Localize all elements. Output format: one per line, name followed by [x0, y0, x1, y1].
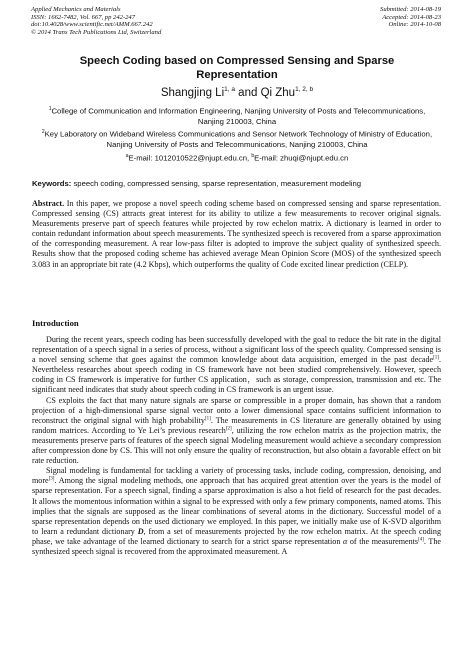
copyright-line: © 2014 Trans Tech Publications Ltd, Switzerland	[31, 28, 162, 36]
citation-4[interactable]: [4]	[418, 537, 424, 543]
citation-1b[interactable]: [1]	[204, 416, 211, 422]
paragraph-3-text-b: . Among the signal modeling methods, one approach that has acquired great attention over the years is the model of sparse representation. For a speech signal, finding a sparse approximation is also a hot field of research for the past decades. It allows the momentous information within a signal to be expressed with only a few primary components, named atoms. This implies that the signals are supposed as the linear combinations of several atoms in the dictionary. Successful model of a sparse representation depends on the used dictionary we employed. In this paper, we initially make use of K-SVD algorithm to learn a redundant dictionary	[32, 476, 441, 536]
journal-header-right	[380, 6, 441, 29]
email-b: E-mail: zhuqi@njupt.edu.cn	[254, 153, 349, 163]
citation-3[interactable]: [3]	[48, 476, 55, 482]
author-2-sup: 1, 2, b	[295, 86, 314, 93]
author-conjunction: and	[234, 86, 261, 99]
journal-header-left	[31, 6, 161, 36]
title-line-2: Representation	[196, 69, 278, 81]
paragraph-2	[32, 396, 441, 467]
email-a-sup: a	[125, 153, 129, 159]
introduction-body	[32, 335, 441, 557]
citation-2[interactable]: [2]	[225, 426, 232, 432]
email-line	[36, 151, 438, 164]
section-heading-introduction: Introduction	[32, 318, 79, 328]
citation-1[interactable]: [1]	[433, 355, 439, 361]
paper-title	[30, 54, 444, 82]
title-line-1: Speech Coding based on Compressed Sensing and Sparse	[79, 55, 395, 67]
keywords-label: Keywords:	[32, 179, 72, 188]
paragraph-1-text-a: During the recent years, speech coding has been successfully developed with the goal to reduce the bit rate in the digital representation of a speech signal in a series of process, without a significant loss of the speech quality. Compressed sensing is a novel sensing scheme that goes against the common knowledge about data acquisition, emerged in the past decade	[32, 335, 441, 365]
paragraph-3-text-e: . The synthesized speech signal is recovered from the approximated measurement. A	[32, 536, 441, 556]
abstract-text: In this paper, we propose a novel speech coding scheme based on compressed sensing and sparse representation. Compressed sensing (CS) attracts great interest for its ability to utilize a few measurements to recover original signals. Measurements preserve part of speech features while projected by row echelon matrix. A dictionary is learned in order to contain redundant information about speech measurements. The synthesized speech is recovered from a sparse approximation of the corresponding measurement. A rear low-pass filter is adopted to improve the subject quality of synthesized speech. Results show that the proposed coding scheme has achieved average Mean Opinion Score (MOS) of the synthesized speech 3.083 in an appropriate bit rate (4.2 Kbps), which outperforms the quality of Code excited linear prediction (CELP).	[32, 199, 441, 269]
abstract-label: Abstract.	[32, 199, 65, 208]
affiliation-1-text: College of Communication and Information Engineering, Nanjing University of Posts and Telecommunications, Nanjing 210003, China	[51, 106, 426, 126]
paragraph-2-text-c: , utilizing the row echelon matrix as the projection matrix, the measurements preserve parts of features of the speech signal Modeling measurement would achieve a secondary compression after compression done by CS. This will not only ensure the quality of reconstruction, but also obtain a favorable effect on bit rate reduction.	[32, 425, 441, 466]
doi-line: doi:10.4028/www.scientific.net/AMM.667.242	[31, 21, 153, 29]
author-2: Qi Zhu	[260, 86, 296, 99]
author-list	[30, 86, 444, 99]
author-1-sup: 1, a	[224, 86, 235, 93]
affiliation-2-sup: 2	[41, 129, 45, 135]
journal-name: Applied Mechanics and Materials	[31, 6, 121, 13]
affiliation-1-sup: 1	[48, 106, 52, 112]
paragraph-3-text-c: , from a set of measurements projected by the row echelon matrix. At the speech coding phase, we take advantage of the learned dictionary to search for a strict sparse representation	[32, 526, 442, 546]
online-date: Online: 2014-10-08	[388, 21, 441, 29]
paragraph-3	[32, 466, 441, 557]
submitted-date: Submitted: 2014-08-19	[380, 6, 441, 13]
affiliation-2	[36, 127, 438, 150]
paragraph-1-text-b: . Nevertheless researches about speech coding in CS framework have not been studied comprehensively. However, speech coding in CS framework is imperative for further CS application，such as storage, compression, transmission and etc. The significant need indicates that study about speech coding in CS framework is an urgent issue.	[32, 355, 441, 395]
abstract	[32, 199, 441, 270]
accepted-date: Accepted: 2014-08-23	[382, 13, 441, 21]
affiliation-2-text: Key Laboratory on Wideband Wireless Communications and Sensor Network Technology of Ministry of Education, Nanjing University of Posts and Telecommunications, Nanjing 210003, China	[44, 129, 433, 149]
email-b-sup: b	[251, 153, 255, 159]
paragraph-2-text-b: . The measurements in CS literature are generally obtained by using random matrices. According to Ye Lei’s previous research	[32, 415, 441, 435]
paragraph-2-text-a: CS exploits the fact that many nature signals are sparse or compressible in a proper domain, has shown that a random projection of a high-dimensional sparse signal vector onto a lower dimensional space contains sufficient information to reconstruct the original signal with high probability	[32, 395, 441, 425]
dictionary-symbol: D	[137, 526, 144, 536]
affiliation-1	[36, 104, 438, 127]
paragraph-1	[32, 335, 441, 396]
issn-line: ISSN: 1662-7482, Vol. 667, pp 242-247	[31, 13, 136, 21]
alpha-symbol: α	[343, 536, 348, 546]
keywords	[32, 179, 444, 189]
paragraph-3-text-a: Signal modeling is fundamental for tackling a variety of processing tasks, include coding, compression, denoising, and more	[32, 466, 441, 486]
email-a: E-mail: 1012010522@njupt.edu.cn,	[128, 153, 252, 163]
keywords-text: speech coding, compressed sensing, sparse representation, measurement modeling	[71, 179, 362, 188]
paragraph-3-text-d: of the measurements	[347, 536, 419, 546]
author-1: Shangjing Li	[160, 86, 225, 99]
